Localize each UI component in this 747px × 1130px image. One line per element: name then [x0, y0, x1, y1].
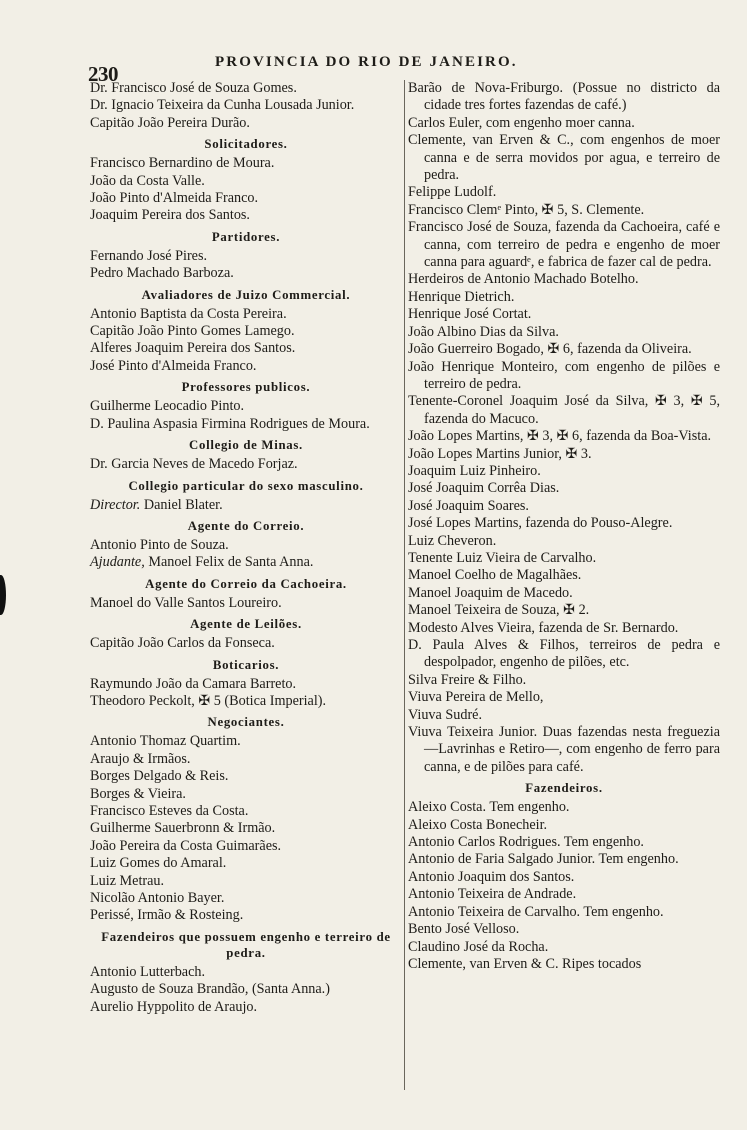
- entry-text: Antonio Pinto de Souza.: [90, 536, 229, 553]
- entry-text: Antonio Joaquim dos Santos.: [408, 868, 575, 885]
- entry-text: Antonio de Faria Salgado Junior. Tem engenho.: [408, 851, 679, 868]
- list-entry: [90, 190, 402, 207]
- list-entry: [408, 637, 720, 672]
- section-heading: [90, 136, 402, 152]
- section-heading-text: Avaliadores de Juizo Commercial.: [141, 287, 351, 302]
- list-entry: [90, 97, 402, 114]
- entry-text: Antonio Teixeira de Carvalho. Tem engenho.: [408, 903, 664, 920]
- entry-text: Manoel Coelho de Magalhães.: [408, 567, 582, 584]
- list-entry: [408, 115, 720, 132]
- entry-text: Augusto de Souza Brandão, (Santa Anna.): [90, 981, 330, 998]
- ink-blot: [0, 575, 6, 615]
- entry-text: Herdeiros de Antonio Machado Botelho.: [408, 271, 639, 288]
- entry-text: Henrique José Cortat.: [408, 306, 532, 323]
- list-entry: [90, 907, 402, 924]
- entry-text: João Lopes Martins, ✠ 3, ✠ 6, fazenda da Boa-Vista.: [408, 428, 712, 445]
- list-entry: [408, 341, 720, 358]
- list-entry: [408, 689, 720, 706]
- list-entry: [408, 515, 720, 532]
- right-column: [408, 80, 720, 973]
- list-entry: [408, 393, 720, 428]
- entry-text: Capitão João Pereira Durão.: [90, 114, 250, 131]
- list-entry: [408, 851, 720, 868]
- entry-text: Tenente-Coronel Joaquim José da Silva, ✠ 3, ✠ 5, fazenda do Macuco.: [408, 393, 720, 427]
- entry-text: Borges Delgado & Reis.: [90, 768, 229, 785]
- list-entry: [408, 428, 720, 445]
- entry-text: D. Paula Alves & Filhos, terreiros de pedra e despolpador, engenho de pilões, etc.: [408, 637, 720, 671]
- entry-text: João Pinto d'Almeida Franco.: [90, 190, 259, 207]
- section-heading-text: Agente do Correio da Cachoeira.: [145, 576, 347, 591]
- section-heading-text: Solicitadores.: [204, 137, 288, 152]
- list-entry: [90, 803, 402, 820]
- entry-text: Manoel Felix de Santa Anna.: [144, 554, 314, 571]
- entry-text: Joaquim Luiz Pinheiro.: [408, 462, 541, 479]
- section-heading: [90, 437, 402, 453]
- list-entry: [408, 724, 720, 776]
- entry-text: Barão de Nova-Friburgo. (Possue no districto da cidade tres fortes fazendas de café.): [408, 80, 720, 114]
- list-entry: [408, 80, 720, 115]
- entry-text: João da Costa Valle.: [90, 172, 205, 189]
- entry-text: Capitão João Carlos da Fonseca.: [90, 635, 275, 652]
- list-entry: [408, 463, 720, 480]
- list-entry: [408, 567, 720, 584]
- entry-text: Antonio Thomaz Quartim.: [90, 733, 241, 750]
- entry-text: Manoel Joaquim de Macedo.: [408, 584, 573, 601]
- list-entry: [408, 446, 720, 463]
- list-entry: [408, 886, 720, 903]
- list-entry: [90, 820, 402, 837]
- list-entry: [90, 248, 402, 265]
- list-entry: [90, 855, 402, 872]
- list-entry: [90, 635, 402, 652]
- list-entry: [90, 398, 402, 415]
- list-entry: [408, 620, 720, 637]
- list-entry: [408, 132, 720, 184]
- entry-text: Silva Freire & Filho.: [408, 671, 527, 688]
- list-entry: [90, 873, 402, 890]
- entry-text: Aleixo Costa Bonecheir.: [408, 816, 548, 833]
- section-heading: [90, 714, 402, 730]
- entry-text: Guilherme Sauerbronn & Irmão.: [90, 820, 276, 837]
- entry-text: Alferes Joaquim Pereira dos Santos.: [90, 340, 296, 357]
- list-entry: [90, 890, 402, 907]
- entry-text: Antonio Carlos Rodrigues. Tem engenho.: [408, 834, 644, 851]
- list-entry: [90, 115, 402, 132]
- list-entry: [90, 999, 402, 1016]
- entry-text: Francisco Clemᵉ Pinto, ✠ 5, S. Clemente.: [408, 201, 645, 218]
- list-entry: [90, 964, 402, 981]
- list-entry: [90, 981, 402, 998]
- entry-text: Pedro Machado Barboza.: [90, 265, 234, 282]
- section-heading-text: Fazendeiros que possuem engenho e terreiro de pedra.: [101, 929, 391, 960]
- entry-text: Clemente, van Erven & C. Ripes tocados: [408, 955, 642, 972]
- section-heading-text: Collegio de Minas.: [189, 438, 303, 453]
- entry-text: Henrique Dietrich.: [408, 288, 515, 305]
- entry-text: Dr. Garcia Neves de Macedo Forjaz.: [90, 456, 298, 473]
- list-entry: [408, 550, 720, 567]
- entry-text: Bento José Velloso.: [408, 921, 520, 938]
- list-entry: [90, 358, 402, 375]
- entry-text: Clemente, van Erven & C., com engenhos de moer canna e de serra movidos por agua, e terreiro de pedra.: [408, 132, 720, 184]
- entry-text: Manoel do Valle Santos Loureiro.: [90, 594, 282, 611]
- entry-text: Fernando José Pires.: [90, 247, 208, 264]
- entry-text: Antonio Lutterbach.: [90, 963, 206, 980]
- list-entry: [90, 786, 402, 803]
- entry-text: José Joaquim Soares.: [408, 497, 529, 514]
- list-entry: [90, 323, 402, 340]
- list-entry: [408, 799, 720, 816]
- section-heading: [90, 929, 402, 961]
- list-entry: [408, 533, 720, 550]
- entry-text: José Pinto d'Almeida Franco.: [90, 357, 257, 374]
- entry-text: João Guerreiro Bogado, ✠ 6, fazenda da Oliveira.: [408, 341, 692, 358]
- left-column: [90, 80, 402, 1016]
- list-entry: [408, 672, 720, 689]
- list-entry: [90, 340, 402, 357]
- list-entry: [408, 869, 720, 886]
- entry-text: Francisco Bernardino de Moura.: [90, 155, 275, 172]
- list-entry: [408, 956, 720, 973]
- list-entry: [408, 219, 720, 271]
- entry-text: Capitão João Pinto Gomes Lamego.: [90, 323, 295, 340]
- list-entry: [90, 80, 402, 97]
- list-entry: [408, 939, 720, 956]
- section-heading: [90, 379, 402, 395]
- list-entry: [90, 693, 402, 710]
- entry-text: João Pereira da Costa Guimarães.: [90, 837, 282, 854]
- entry-text: Borges & Vieira.: [90, 785, 186, 802]
- section-heading-text: Agente do Correio.: [187, 518, 305, 533]
- list-entry: [90, 306, 402, 323]
- section-heading: [90, 576, 402, 592]
- list-entry: [408, 202, 720, 219]
- entry-text: Claudino José da Rocha.: [408, 938, 549, 955]
- section-heading-text: Fazendeiros.: [525, 781, 603, 796]
- entry-text: Antonio Baptista da Costa Pereira.: [90, 305, 287, 322]
- entry-role: Ajudante,: [90, 554, 145, 571]
- list-entry: [408, 921, 720, 938]
- entry-text: João Albino Dias da Silva.: [408, 323, 559, 340]
- entry-text: Aurelio Hyppolito de Araujo.: [90, 998, 258, 1015]
- list-entry: [90, 497, 402, 514]
- entry-text: Tenente Luiz Vieira de Carvalho.: [408, 549, 597, 566]
- section-heading-text: Negociantes.: [207, 715, 285, 730]
- list-entry: [90, 676, 402, 693]
- entry-text: João Henrique Monteiro, com engenho de pilões e terreiro de pedra.: [408, 358, 720, 392]
- entry-text: Joaquim Pereira dos Santos.: [90, 207, 250, 224]
- list-entry: [90, 733, 402, 750]
- entry-text: João Lopes Martins Junior, ✠ 3.: [408, 445, 592, 462]
- list-entry: [90, 838, 402, 855]
- entry-text: Araujo & Irmãos.: [90, 750, 191, 767]
- list-entry: [90, 537, 402, 554]
- list-entry: [90, 554, 402, 571]
- entry-text: Daniel Blater.: [140, 496, 223, 513]
- entry-text: Luiz Metrau.: [90, 872, 165, 889]
- section-heading-text: Collegio particular do sexo masculino.: [128, 478, 364, 493]
- list-entry: [408, 602, 720, 619]
- entry-text: Felippe Ludolf.: [408, 184, 497, 201]
- list-entry: [408, 289, 720, 306]
- list-entry: [90, 173, 402, 190]
- entry-text: José Joaquim Corrêa Dias.: [408, 480, 560, 497]
- entry-text: Theodoro Peckolt, ✠ 5 (Botica Imperial).: [90, 692, 327, 709]
- entry-text: Luiz Gomes do Amaral.: [90, 855, 227, 872]
- entry-text: Dr. Ignacio Teixeira da Cunha Lousada Junior.: [90, 97, 355, 114]
- list-entry: [408, 480, 720, 497]
- entry-text: D. Paulina Aspasia Firmina Rodrigues de Moura.: [90, 415, 370, 432]
- list-entry: [90, 207, 402, 224]
- entry-text: Viuva Sudré.: [408, 706, 483, 723]
- entry-text: Nicolão Antonio Bayer.: [90, 890, 225, 906]
- list-entry: [408, 324, 720, 341]
- list-entry: [90, 751, 402, 768]
- entry-text: Aleixo Costa. Tem engenho.: [408, 799, 570, 816]
- list-entry: [408, 904, 720, 921]
- section-heading: [408, 780, 720, 796]
- list-entry: [408, 834, 720, 851]
- entry-text: Carlos Euler, com engenho moer canna.: [408, 114, 635, 131]
- list-entry: [408, 306, 720, 323]
- section-heading: [90, 478, 402, 494]
- list-entry: [408, 498, 720, 515]
- list-entry: [408, 359, 720, 394]
- entry-role: Director.: [90, 496, 141, 513]
- entry-text: Manoel Teixeira de Souza, ✠ 2.: [408, 602, 590, 619]
- list-entry: [90, 416, 402, 433]
- list-entry: [408, 707, 720, 724]
- list-entry: [90, 155, 402, 172]
- section-heading-text: Professores publicos.: [181, 380, 311, 395]
- section-heading-text: Boticarios.: [212, 657, 280, 672]
- section-heading: [90, 657, 402, 673]
- entry-text: Antonio Teixeira de Andrade.: [408, 886, 577, 903]
- list-entry: [90, 456, 402, 473]
- column-divider: [404, 80, 405, 1090]
- section-heading: [90, 616, 402, 632]
- section-heading: [90, 229, 402, 245]
- entry-text: Viuva Teixeira Junior. Duas fazendas nesta freguezia—Lavrinhas e Retiro—, com engenho de ferro para canna, e de pilões para café.: [408, 724, 720, 775]
- list-entry: [408, 271, 720, 288]
- list-entry: [90, 595, 402, 612]
- section-heading: [90, 287, 402, 303]
- section-heading: [90, 518, 402, 534]
- entry-text: Viuva Pereira de Mello,: [408, 689, 544, 706]
- entry-text: Luiz Cheveron.: [408, 532, 497, 549]
- section-heading-text: Partidores.: [211, 229, 281, 244]
- entry-text: Guilherme Leocadio Pinto.: [90, 398, 245, 415]
- list-entry: [408, 817, 720, 834]
- entry-text: Raymundo João da Camara Barreto.: [90, 675, 297, 692]
- page-number: 230: [88, 62, 118, 86]
- list-entry: [408, 184, 720, 201]
- page-header: PROVINCIA DO RIO DE JANEIRO.: [215, 54, 518, 70]
- entry-text: Francisco Esteves da Costa.: [90, 802, 249, 819]
- entry-text: Dr. Francisco José de Souza Gomes.: [90, 80, 297, 96]
- section-heading-text: Agente de Leilões.: [190, 617, 302, 632]
- list-entry: [408, 585, 720, 602]
- entry-text: Perissé, Irmão & Rosteing.: [90, 907, 244, 924]
- list-entry: [90, 768, 402, 785]
- entry-text: Modesto Alves Vieira, fazenda de Sr. Bernardo.: [408, 619, 679, 636]
- entry-text: José Lopes Martins, fazenda do Pouso-Alegre.: [408, 515, 673, 532]
- list-entry: [90, 265, 402, 282]
- entry-text: Francisco José de Souza, fazenda da Cachoeira, café e canna, com terreiro de pedra e engenho de moer canna para aguardᵉ, e fabrica de fazer cal de pedra.: [408, 219, 720, 271]
